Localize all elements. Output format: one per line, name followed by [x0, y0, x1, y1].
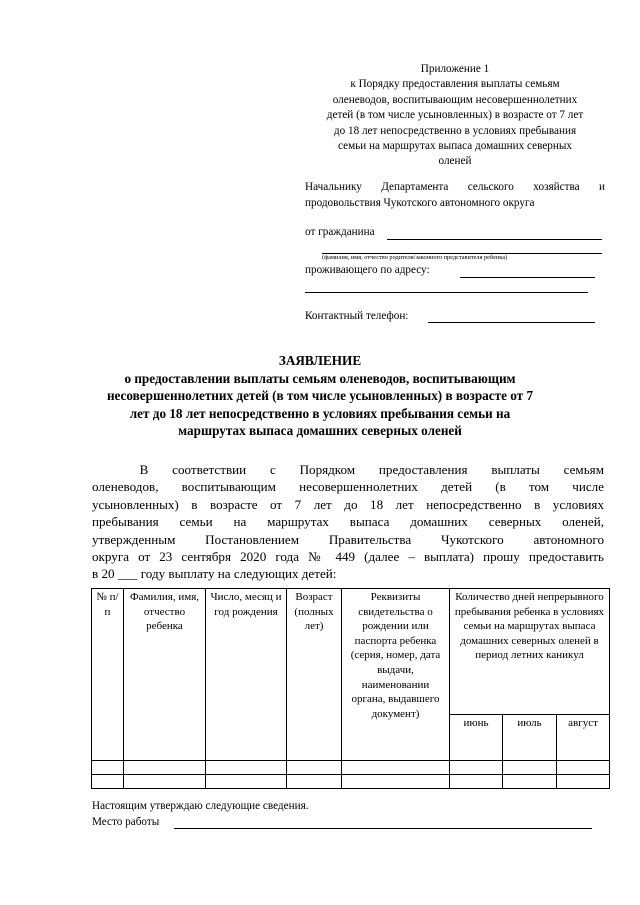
- document-title: [60, 352, 580, 440]
- addressee-line: продовольствия Чукотского автономного округа: [305, 196, 535, 209]
- address-field-2[interactable]: [305, 292, 588, 293]
- body-line: усыновленных) в возрасте от 7 лет до 18 лет непосредственно в условиях: [92, 496, 604, 512]
- addressee-line: Начальнику Департамента сельского хозяйства и: [305, 181, 605, 193]
- title-line: о предоставлении выплаты семьям оленеводов, воспитывающим: [124, 370, 516, 386]
- title-line: лет до 18 лет непосредственно в условиях пребывания семьи на: [129, 405, 511, 421]
- from-citizen-field[interactable]: [387, 239, 602, 240]
- table-cell[interactable]: [503, 761, 557, 775]
- table-cell[interactable]: [557, 775, 610, 789]
- work-field[interactable]: [174, 828, 592, 829]
- title-line: несовершеннолетних детей (в том числе усыновленных) в возрасте от 7: [106, 388, 534, 403]
- table-header-row: [92, 589, 610, 715]
- confirm-text: Настоящим утверждаю следующие сведения.: [92, 800, 309, 812]
- body-paragraph: [92, 461, 604, 583]
- body-line: оленеводов, воспитывающим несовершеннолетних детей (в том числе: [92, 479, 604, 495]
- table-cell[interactable]: [557, 761, 610, 775]
- table-cell[interactable]: [342, 761, 450, 775]
- table-cell[interactable]: [503, 775, 557, 789]
- appendix-line: оленеводов, воспитывающим несовершеннолетних: [332, 93, 578, 106]
- from-citizen-hint: (фамилия, имя, отчество родителя/законного представителя ребенка): [322, 254, 508, 261]
- table-row: [92, 761, 610, 775]
- table-cell[interactable]: [92, 761, 124, 775]
- children-table: [91, 588, 610, 789]
- phone-label: Контактный телефон:: [305, 310, 409, 322]
- table-cell[interactable]: [206, 775, 287, 789]
- table-cell[interactable]: [287, 761, 342, 775]
- table-cell[interactable]: [450, 761, 503, 775]
- phone-field[interactable]: [428, 322, 595, 323]
- appendix-line: оленей: [438, 155, 472, 168]
- table-cell[interactable]: [450, 775, 503, 789]
- addressee-block: [305, 180, 605, 211]
- title-line: маршрутах выпаса домашних северных оленей: [178, 423, 462, 438]
- header-name: Фамилия, имя, отчество ребенка: [124, 589, 206, 761]
- work-label: Место работы: [92, 816, 160, 828]
- appendix-line: семьи на маршрутах выпаса домашних северных: [338, 140, 572, 153]
- header-docs: Реквизиты свидетельства о рождении или паспорта ребенка (серия, номер, дата выдачи, наименовании органа, выдавшего документ): [342, 589, 450, 761]
- header-birth: Число, месяц и год рождения: [206, 589, 287, 761]
- body-line: пребывания семьи на маршрутах выпаса домашних северных оленей,: [92, 514, 604, 530]
- appendix-line: детей (в том числе усыновленных) в возрасте от 7 лет: [326, 109, 584, 122]
- header-july: июль: [503, 715, 557, 761]
- body-line: утвержденным Постановлением Правительства Чукотского автономного: [92, 531, 604, 547]
- table-cell[interactable]: [92, 775, 124, 789]
- table-cell[interactable]: [287, 775, 342, 789]
- body-line: В соответствии с Порядком предоставления выплаты семьям: [92, 462, 604, 477]
- appendix-line: Приложение 1: [420, 63, 490, 75]
- table-cell[interactable]: [206, 761, 287, 775]
- header-num: № п/п: [92, 589, 124, 761]
- appendix-line: до 18 лет непосредственно в условиях пребывания: [333, 124, 577, 137]
- table-row: [92, 775, 610, 789]
- header-age: Возраст (полных лет): [287, 589, 342, 761]
- body-line: округа от 23 сентября 2020 года № 449 (далее – выплата) прошу предоставить: [92, 549, 604, 565]
- header-june: июнь: [450, 715, 503, 761]
- table-cell[interactable]: [124, 775, 206, 789]
- address-label: проживающего по адресу:: [305, 264, 430, 276]
- header-august: август: [557, 715, 610, 761]
- table-cell[interactable]: [124, 761, 206, 775]
- title-heading: ЗАЯВЛЕНИЕ: [278, 353, 362, 368]
- from-citizen-label: от гражданина: [305, 226, 375, 238]
- body-line: в 20 ___ году выплату на следующих детей:: [92, 566, 337, 582]
- appendix-line: к Порядку предоставления выплаты семьям: [350, 78, 560, 91]
- header-days: Количество дней непрерывного пребывания ребенка в условиях семьи на маршрутах выпаса домашних северных оленей в период летних каникул: [450, 589, 610, 715]
- address-field[interactable]: [460, 277, 595, 278]
- table-cell[interactable]: [342, 775, 450, 789]
- appendix-block: [295, 62, 615, 170]
